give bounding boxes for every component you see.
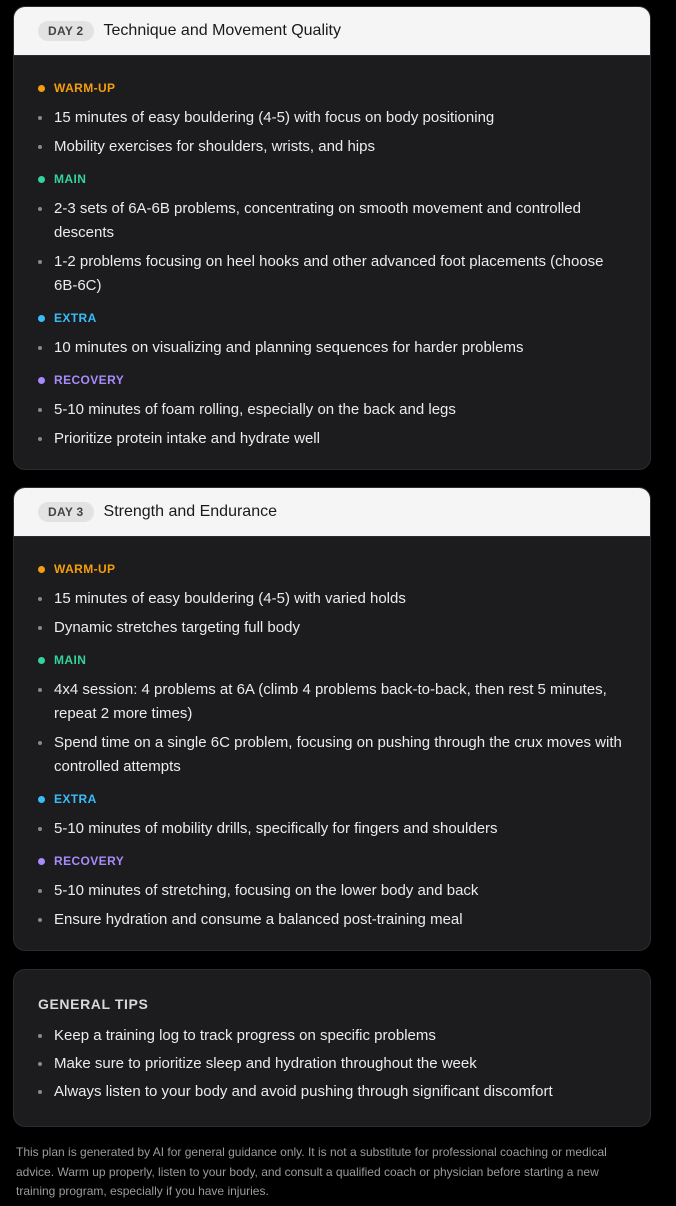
list-item	[38, 336, 626, 360]
list-item-text: 5-10 minutes of stretching, focusing on the lower body and back	[54, 882, 479, 899]
item-list	[38, 587, 626, 640]
warmup-dot-icon	[38, 566, 45, 573]
section-label-text: EXTRA	[54, 792, 97, 806]
day-title: Strength and Endurance	[103, 503, 277, 520]
section-label	[38, 652, 626, 668]
day-badge: DAY 2	[38, 21, 94, 41]
list-item-text: Ensure hydration and consume a balanced post-training meal	[54, 911, 463, 928]
section-label-text: RECOVERY	[54, 854, 125, 868]
list-item-text: 10 minutes on visualizing and planning sequences for harder problems	[54, 339, 524, 356]
main-dot-icon	[38, 176, 45, 183]
section-label-text: WARM-UP	[54, 562, 116, 576]
bullet-icon	[38, 408, 42, 412]
list-item-text: Always listen to your body and avoid pushing through significant discomfort	[54, 1083, 553, 1100]
general-tips-card	[13, 969, 651, 1127]
section-main	[38, 171, 626, 303]
list-item	[38, 1024, 626, 1048]
bullet-icon	[38, 626, 42, 630]
bullet-icon	[38, 346, 42, 350]
list-item-text: Mobility exercises for shoulders, wrists, and hips	[54, 138, 375, 155]
recovery-dot-icon	[38, 377, 45, 384]
item-list	[38, 817, 626, 841]
section-label	[38, 80, 626, 96]
list-item-text: 5-10 minutes of foam rolling, especially on the back and legs	[54, 401, 456, 418]
item-list	[38, 336, 626, 360]
list-item-text: 15 minutes of easy bouldering (4-5) with varied holds	[54, 590, 406, 607]
section-extra	[38, 791, 626, 846]
extra-dot-icon	[38, 796, 45, 803]
section-recovery	[38, 853, 626, 937]
list-item	[38, 879, 626, 903]
list-item	[38, 908, 626, 932]
bullet-icon	[38, 827, 42, 831]
list-item-text: Spend time on a single 6C problem, focusing on pushing through the crux moves with controlled attempts	[54, 734, 622, 775]
list-item-text: 1-2 problems focusing on heel hooks and other advanced foot placements (choose 6B-6C)	[54, 253, 604, 294]
list-item	[38, 250, 626, 298]
list-item	[38, 616, 626, 640]
section-label	[38, 791, 626, 807]
section-label-text: EXTRA	[54, 311, 97, 325]
list-item	[38, 398, 626, 422]
list-item	[38, 817, 626, 841]
section-label-text: MAIN	[54, 172, 87, 186]
section-label	[38, 853, 626, 869]
day-badge: DAY 3	[38, 502, 94, 522]
section-warmup	[38, 80, 626, 164]
list-item-text: 5-10 minutes of mobility drills, specifically for fingers and shoulders	[54, 820, 498, 837]
bullet-icon	[38, 260, 42, 264]
section-label-text: WARM-UP	[54, 81, 116, 95]
section-extra	[38, 310, 626, 365]
section-label	[38, 310, 626, 326]
day-header	[14, 488, 650, 537]
bullet-icon	[38, 1090, 42, 1094]
list-item-text: 2-3 sets of 6A-6B problems, concentrating on smooth movement and controlled descents	[54, 200, 581, 241]
item-list	[38, 678, 626, 779]
list-item	[38, 106, 626, 130]
bullet-icon	[38, 918, 42, 922]
list-item	[38, 427, 626, 451]
section-recovery	[38, 372, 626, 456]
main-dot-icon	[38, 657, 45, 664]
section-warmup	[38, 561, 626, 645]
section-label-text: RECOVERY	[54, 373, 125, 387]
day-card-3	[13, 487, 651, 951]
bullet-icon	[38, 597, 42, 601]
list-item	[38, 135, 626, 159]
bullet-icon	[38, 116, 42, 120]
item-list	[38, 879, 626, 932]
list-item	[38, 587, 626, 611]
section-label	[38, 561, 626, 577]
bullet-icon	[38, 1034, 42, 1038]
bullet-icon	[38, 889, 42, 893]
list-item	[38, 731, 626, 779]
bullet-icon	[38, 688, 42, 692]
extra-dot-icon	[38, 315, 45, 322]
bullet-icon	[38, 437, 42, 441]
list-item	[38, 678, 626, 726]
warmup-dot-icon	[38, 85, 45, 92]
recovery-dot-icon	[38, 858, 45, 865]
section-main	[38, 652, 626, 784]
list-item-text: 4x4 session: 4 problems at 6A (climb 4 problems back-to-back, then rest 5 minutes, repeat 2 more times)	[54, 681, 607, 722]
day-title: Technique and Movement Quality	[103, 22, 341, 39]
list-item-text: Make sure to prioritize sleep and hydration throughout the week	[54, 1055, 477, 1072]
item-list	[38, 197, 626, 298]
bullet-icon	[38, 207, 42, 211]
section-label	[38, 171, 626, 187]
item-list	[38, 106, 626, 159]
tips-title: GENERAL TIPS	[38, 996, 149, 1012]
bullet-icon	[38, 741, 42, 745]
section-label	[38, 372, 626, 388]
list-item-text: Keep a training log to track progress on specific problems	[54, 1027, 436, 1044]
tips-list	[38, 1024, 626, 1104]
item-list	[38, 398, 626, 451]
list-item	[38, 197, 626, 245]
disclaimer-text: This plan is generated by AI for general guidance only. It is not a substitute for professional coaching or medical advice. Warm up properly, listen to your body, and consult a qualified coach or physician before starting a new training program, especially if you have injuries.	[16, 1145, 607, 1198]
bullet-icon	[38, 1062, 42, 1066]
list-item-text: Prioritize protein intake and hydrate well	[54, 430, 320, 447]
list-item	[38, 1052, 626, 1076]
list-item	[38, 1080, 626, 1104]
list-item-text: 15 minutes of easy bouldering (4-5) with focus on body positioning	[54, 109, 495, 126]
section-label-text: MAIN	[54, 653, 87, 667]
bullet-icon	[38, 145, 42, 149]
list-item-text: Dynamic stretches targeting full body	[54, 619, 300, 636]
day-card-2	[13, 6, 651, 470]
day-header	[14, 7, 650, 56]
